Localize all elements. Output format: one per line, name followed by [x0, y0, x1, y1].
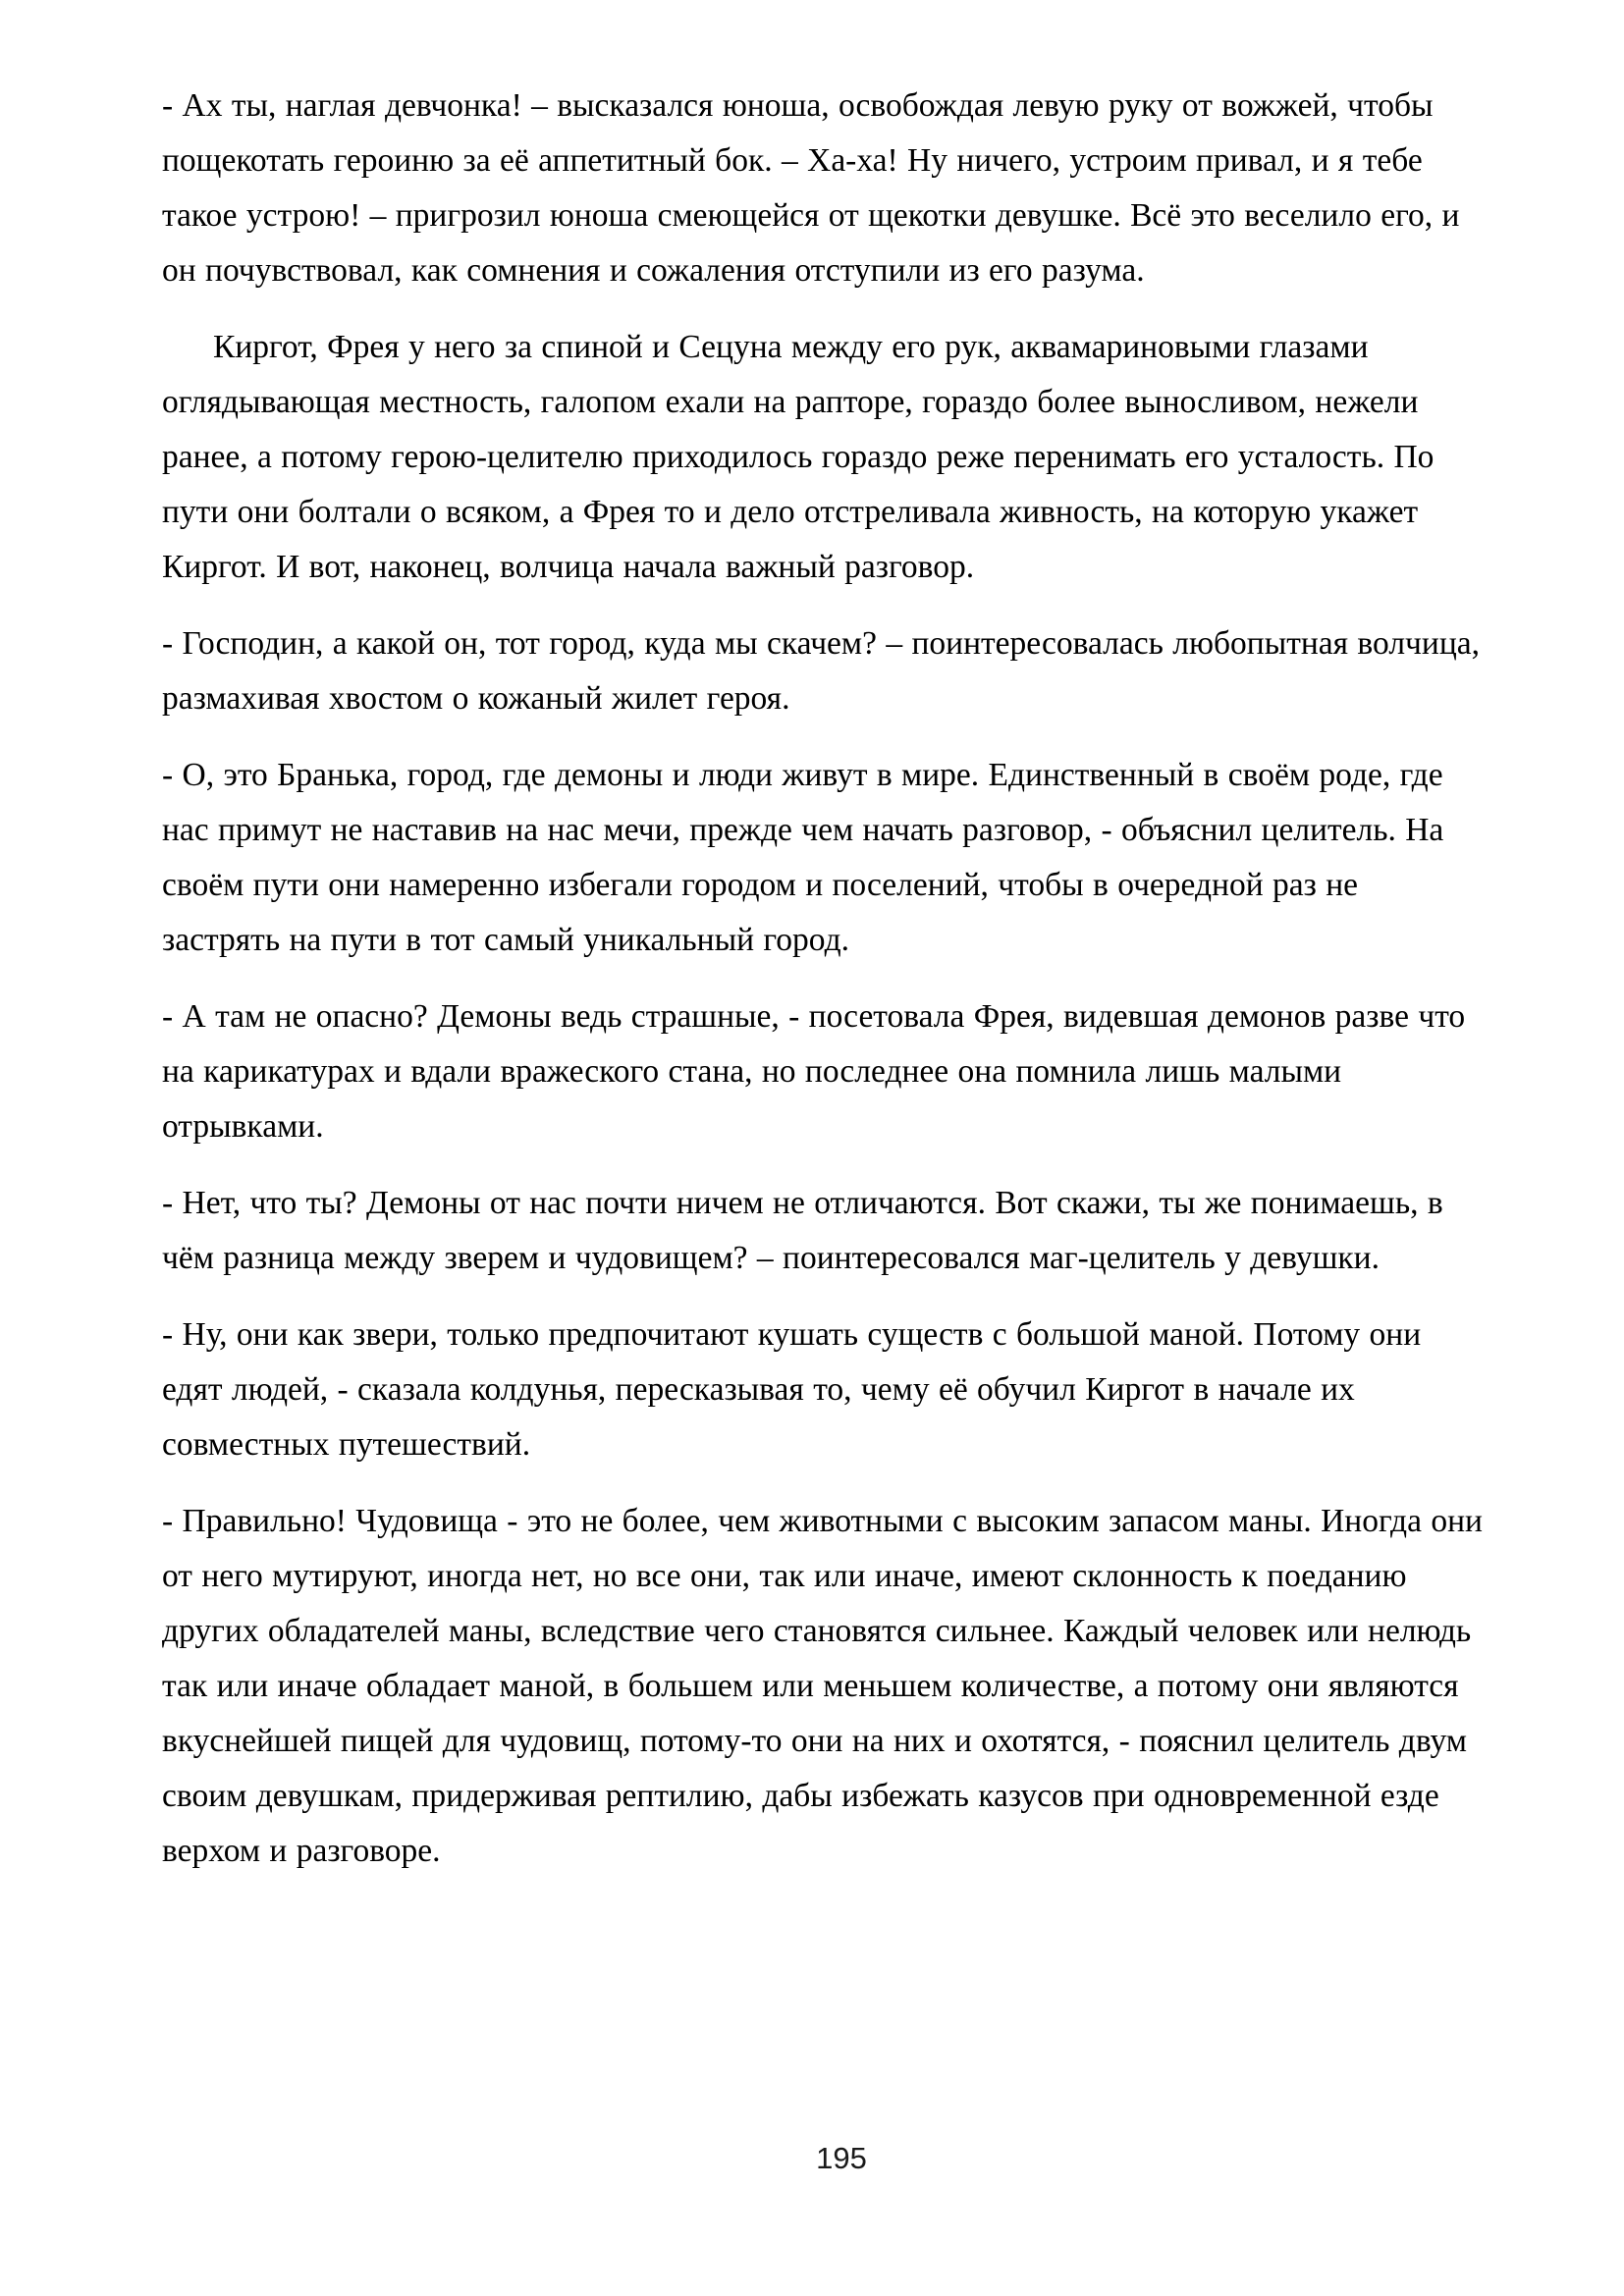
text-block: [162, 79, 1483, 1900]
paragraph-5: - А там не опасно? Демоны ведь страшные, - посетовала Фрея, видевшая демонов разве что на карикатурах и вдали вражеского стана, но последнее она помнила лишь малыми отрывками.: [162, 998, 1466, 1145]
paragraph-6: - Нет, что ты? Демоны от нас почти ничем не отличаются. Вот скажи, ты же понимаешь, в чём разница между зверем и чудовищем? – поинтересовался маг-целитель у девушки.: [162, 1185, 1443, 1276]
page-number: 195: [816, 2141, 867, 2175]
paragraph-1: - Ах ты, наглая девчонка! – высказался юноша, освобождая левую руку от вожжей, чтобы пощекотать героиню за её аппетитный бок. – Ха-ха! Ну ничего, устроим привал, и я тебе такое устрою! – пригрозил юноша смеющейся от щекотки девушке. Всё это веселило его, и он почувствовал, как сомнения и сожаления отступили из его разума.: [162, 87, 1460, 289]
paragraph-8: - Правильно! Чудовища - это не более, чем животными с высоким запасом маны. Иногда они от него мутируют, иногда нет, но все они, так или иначе, имеют склонность к поеданию других обладателей маны, вследствие чего становятся сильнее. Каждый человек или нелюдь так или иначе обладает маной, в большем или меньшем количестве, а потому они являются вкуснейшей пищей для чудовищ, потому-то они на них и охотятся, - пояснил целитель двум своим девушкам, придерживая рептилию, дабы избежать казусов при одновременной езде верхом и разговоре.: [162, 1503, 1483, 1869]
paragraph-3: - Господин, а какой он, тот город, куда мы скачем? – поинтересовалась любопытная волчица, размахивая хвостом о кожаный жилет героя.: [162, 625, 1480, 717]
paragraph-4: - О, это Бранька, город, где демоны и люди живут в мире. Единственный в своём роде, где нас примут не наставив на нас мечи, прежде чем начать разговор, - объяснил целитель. На своём пути они намеренно избегали городом и поселений, чтобы в очередной раз не застрять на пути в тот самый уникальный город.: [162, 757, 1444, 958]
paragraph-7: - Ну, они как звери, только предпочитают кушать существ с большой маной. Потому они едят людей, - сказала колдунья, пересказывая то, чему её обучил Киргот в начале их совместных путешествий.: [162, 1316, 1422, 1463]
paragraph-2: Киргот, Фрея у него за спиной и Сецуна между его рук, аквамариновыми глазами оглядывающая местность, галопом ехали на рапторе, гораздо более выносливом, нежели ранее, а потому герою-целителю приходилось гораздо реже перенимать его усталость. По пути они болтали о всяком, а Фрея то и дело отстреливала живность, на которую укажет Киргот. И вот, наконец, волчица начала важный разговор.: [162, 329, 1435, 585]
